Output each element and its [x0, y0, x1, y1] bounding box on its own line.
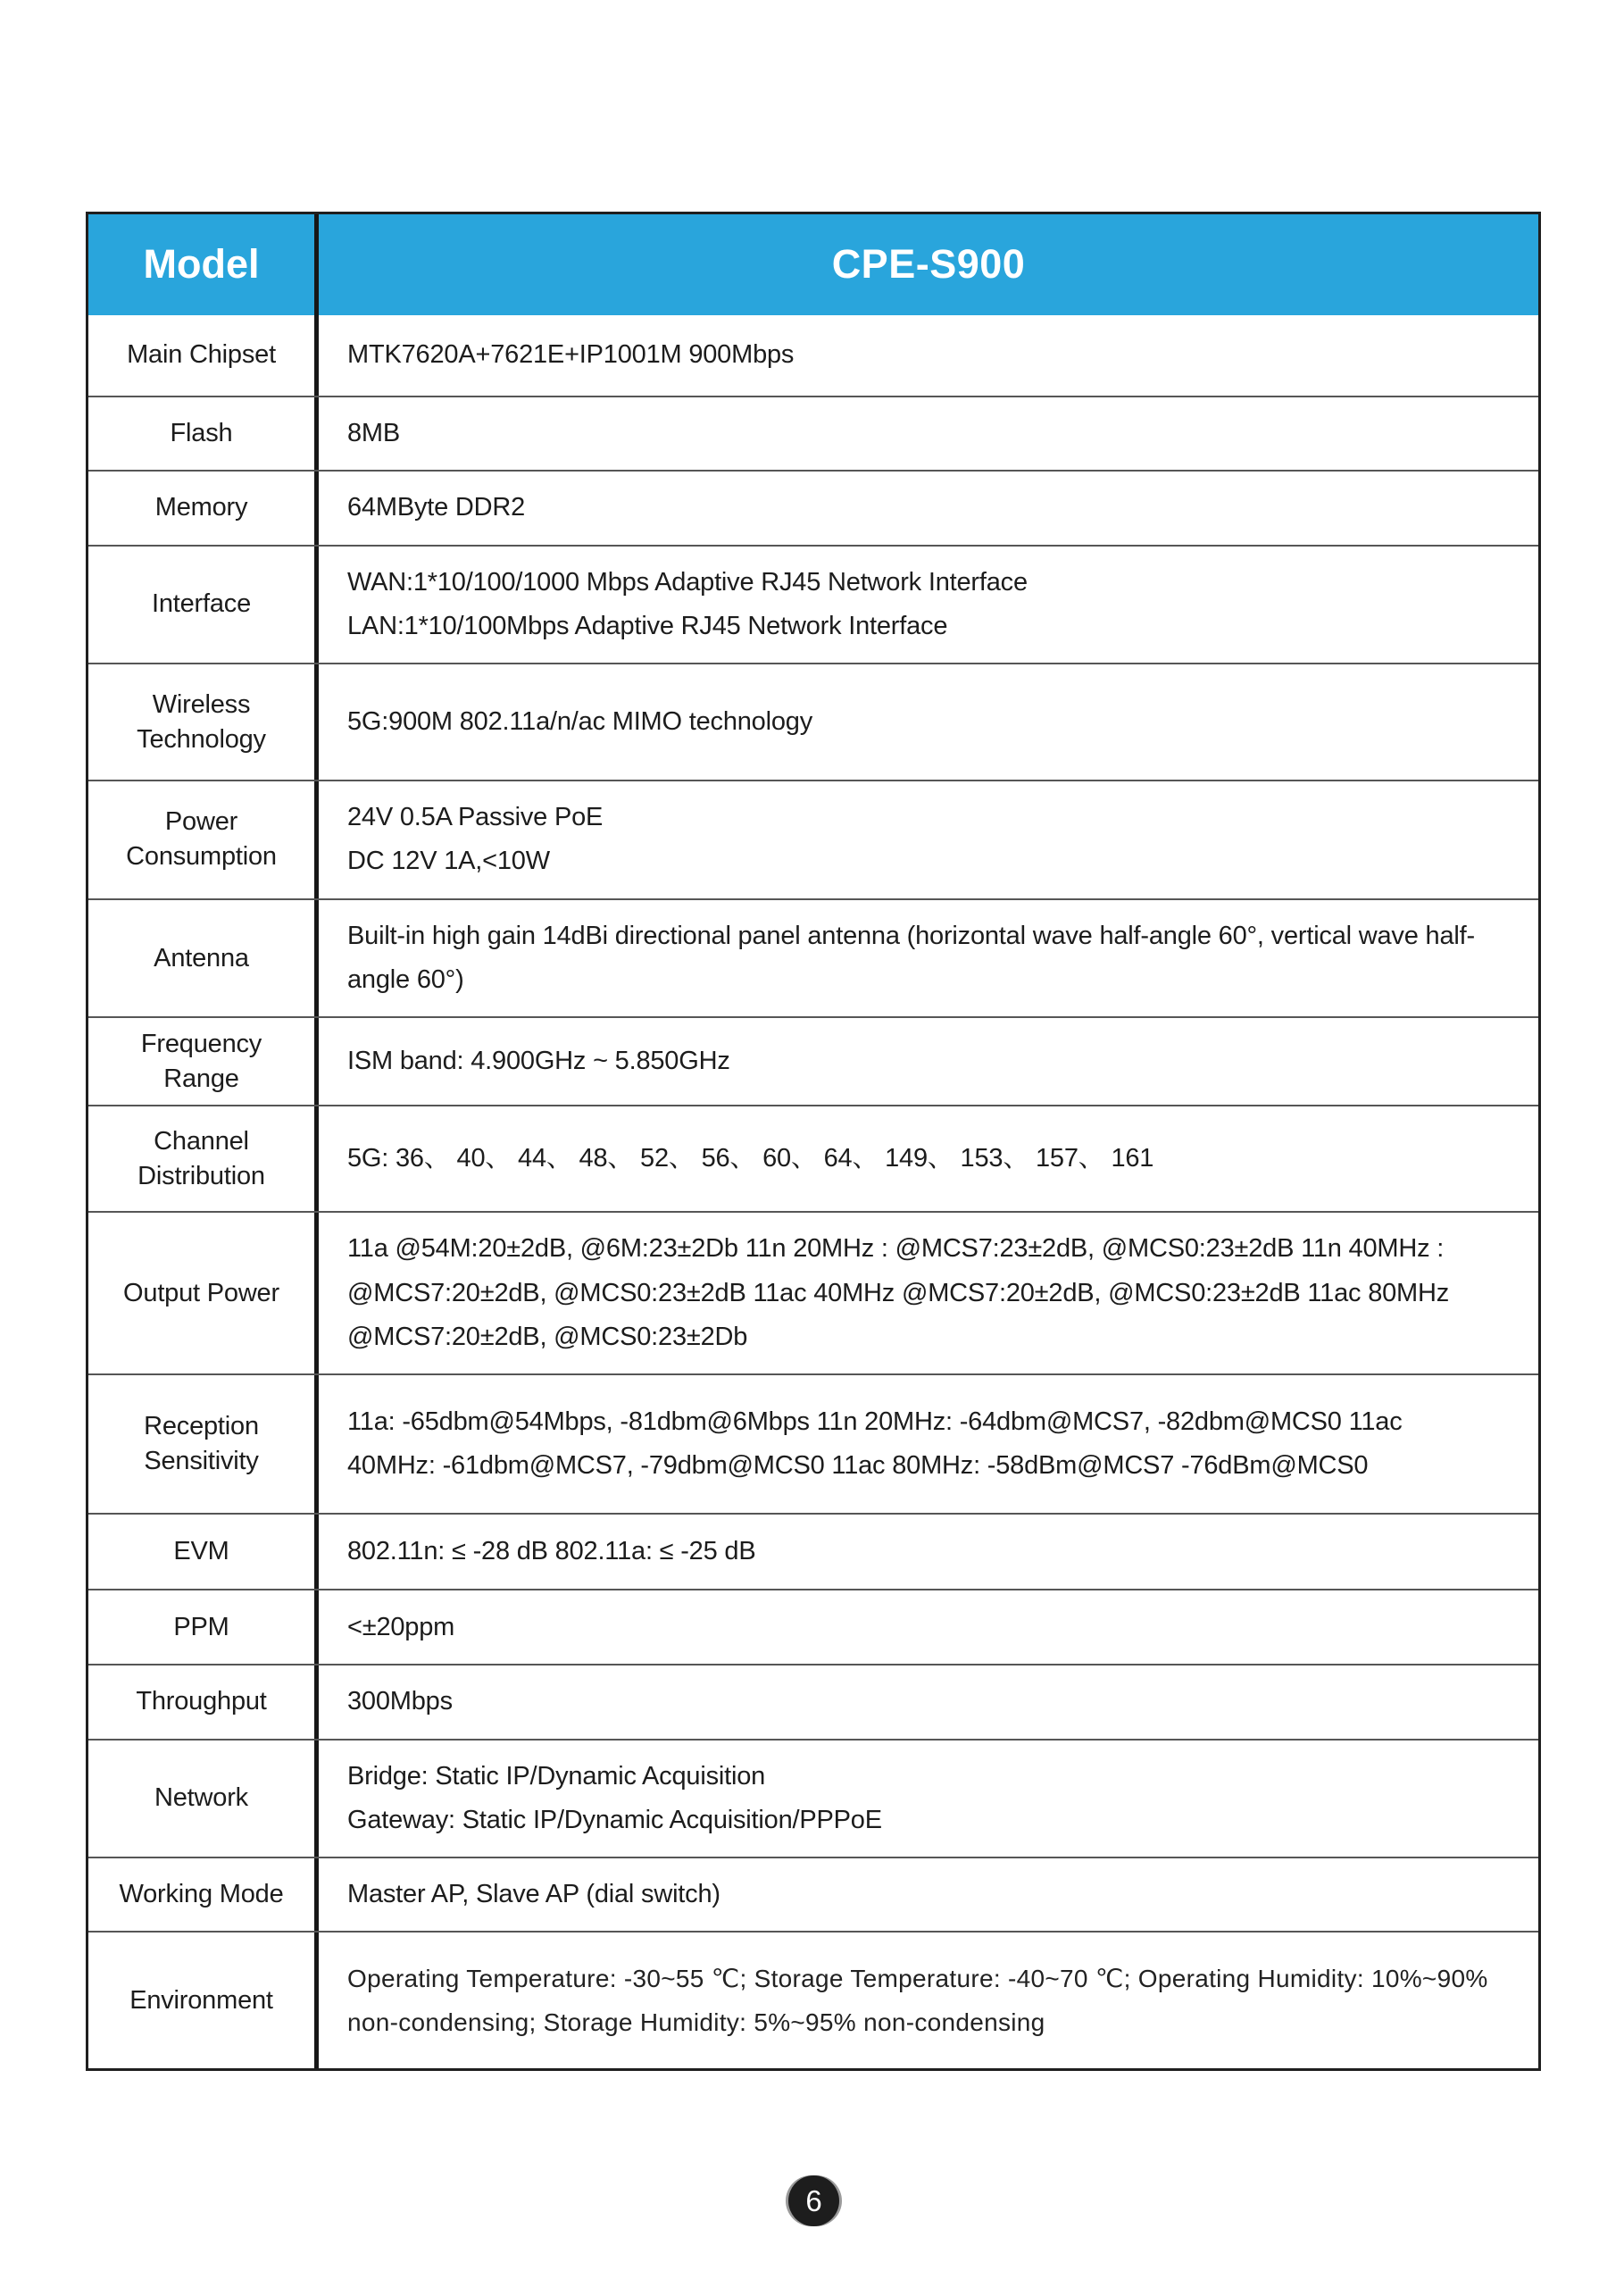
- row-label-line: Main Chipset: [127, 340, 276, 370]
- table-row-environment: [88, 1931, 1538, 2068]
- row-value-environment: [319, 1933, 1538, 2068]
- row-label-line: Network: [154, 1783, 248, 1813]
- row-value-network: [319, 1741, 1538, 1857]
- row-label-network: [88, 1741, 319, 1857]
- row-label-line: Channel: [154, 1126, 249, 1156]
- row-value-line: 5G: 36、 40、 44、 48、 52、 56、 60、 64、 149、 153、 157、 161: [347, 1144, 1154, 1173]
- row-value-line: 24V 0.5A Passive PoE: [347, 803, 604, 832]
- table-row-evm: [88, 1513, 1538, 1589]
- row-label-line: Interface: [151, 589, 252, 619]
- table-row-main-chipset: [88, 315, 1538, 396]
- row-value-line: Master AP, Slave AP (dial switch): [347, 1880, 720, 1909]
- row-value-line: Operating Temperature: -30~55 ℃; Storage Temperature: -40~70 ℃; Operating Humidity: 10%~90% non-condensing; Storage Humidity: 5%~95% non-condensing: [347, 1964, 1488, 2037]
- row-label-line: Frequency: [140, 1029, 262, 1058]
- row-label-line: Memory: [154, 493, 248, 522]
- table-row-frequency-range: [88, 1016, 1538, 1105]
- row-label-memory: [88, 472, 319, 544]
- row-label-line: Consumption: [126, 842, 277, 872]
- row-value-throughput: [319, 1665, 1538, 1738]
- row-label-line: Range: [163, 1064, 239, 1093]
- row-label-channel-distribution: [88, 1106, 319, 1211]
- row-label-reception-sensitivity: [88, 1375, 319, 1513]
- table-row-channel-distribution: [88, 1105, 1538, 1211]
- row-value-main-chipset: [319, 315, 1538, 396]
- row-value-line: 802.11n: ≤ -28 dB 802.11a: ≤ -25 dB: [347, 1537, 756, 1566]
- row-label-antenna: [88, 900, 319, 1017]
- row-value-line: Built-in high gain 14dBi directional panel antenna (horizontal wave half-angle 60°, vertical wave half-angle 60°): [347, 921, 1475, 995]
- table-row-output-power: [88, 1211, 1538, 1373]
- header-model-label: Model: [88, 214, 319, 315]
- row-value-channel-distribution: [319, 1106, 1538, 1211]
- row-value-line: Gateway: Static IP/Dynamic Acquisition/PPPoE: [347, 1805, 882, 1834]
- row-label-environment: [88, 1933, 319, 2068]
- row-value-line: 11a: -65dbm@54Mbps, -81dbm@6Mbps 11n 20MHz: -64dbm@MCS7, -82dbm@MCS0 11ac 40MHz: -61dbm@MCS7, -79dbm@MCS0 11ac 80MHz: -58dBm@MCS7 -76dBm@MCS0: [347, 1407, 1403, 1481]
- row-label-line: PPM: [173, 1612, 229, 1641]
- table-header-row: [88, 214, 1538, 315]
- row-label-interface: [88, 547, 319, 664]
- row-value-wireless-technology: [319, 664, 1538, 780]
- row-value-ppm: [319, 1590, 1538, 1664]
- row-label-line: Wireless: [152, 689, 251, 719]
- row-value-line: 64MByte DDR2: [347, 493, 526, 522]
- row-value-line: 300Mbps: [347, 1687, 453, 1716]
- table-row-antenna: [88, 898, 1538, 1017]
- row-label-power-consumption: [88, 781, 319, 898]
- row-value-line: 11a @54M:20±2dB, @6M:23±2Db 11n 20MHz : @MCS7:23±2dB, @MCS0:23±2dB 11n 40MHz : @MCS7:20±2dB, @MCS0:23±2dB 11ac 40MHz @MCS7:20±2dB, @MCS0:23±2dB 11ac 80MHz @MCS7:20±2dB, @MCS0:23±2Db: [347, 1234, 1450, 1351]
- table-row-reception-sensitivity: [88, 1373, 1538, 1513]
- row-label-wireless-technology: [88, 664, 319, 780]
- row-label-line: Throughput: [136, 1687, 267, 1716]
- row-value-reception-sensitivity: [319, 1375, 1538, 1513]
- table-row-throughput: [88, 1664, 1538, 1738]
- table-row-power-consumption: [88, 780, 1538, 898]
- row-value-line: MTK7620A+7621E+IP1001M 900Mbps: [347, 340, 795, 370]
- row-value-line: ISM band: 4.900GHz ~ 5.850GHz: [347, 1047, 730, 1076]
- row-label-line: Sensitivity: [144, 1447, 259, 1476]
- row-value-output-power: [319, 1213, 1538, 1373]
- row-value-working-mode: [319, 1858, 1538, 1931]
- row-label-line: Flash: [170, 419, 233, 448]
- table-row-ppm: [88, 1589, 1538, 1664]
- table-row-working-mode: [88, 1857, 1538, 1931]
- row-label-main-chipset: [88, 315, 319, 396]
- row-label-line: Distribution: [137, 1161, 265, 1190]
- row-value-power-consumption: [319, 781, 1538, 898]
- table-row-interface: [88, 545, 1538, 664]
- row-value-line: WAN:1*10/100/1000 Mbps Adaptive RJ45 Network Interface: [347, 567, 1028, 597]
- table-row-wireless-technology: [88, 663, 1538, 780]
- row-label-line: EVM: [173, 1537, 229, 1566]
- row-label-throughput: [88, 1665, 319, 1738]
- page-number-badge: 6: [788, 2175, 839, 2226]
- row-label-frequency-range: [88, 1018, 319, 1105]
- row-label-line: Reception: [144, 1412, 259, 1441]
- row-value-memory: [319, 472, 1538, 544]
- row-value-line: Bridge: Static IP/Dynamic Acquisition: [347, 1761, 766, 1791]
- row-value-line: DC 12V 1A,<10W: [347, 847, 550, 876]
- row-value-line: 8MB: [347, 419, 401, 447]
- row-label-working-mode: [88, 1858, 319, 1931]
- header-model-value: CPE-S900: [831, 241, 1026, 288]
- table-row-network: [88, 1739, 1538, 1857]
- row-value-evm: [319, 1515, 1538, 1589]
- row-label-flash: [88, 397, 319, 470]
- row-label-line: Antenna: [154, 943, 249, 973]
- row-label-line: Working Mode: [119, 1880, 284, 1909]
- table-row-memory: [88, 470, 1538, 544]
- row-value-line: 5G:900M 802.11a/n/ac MIMO technology: [347, 707, 813, 737]
- row-value-antenna: [319, 900, 1538, 1017]
- row-label-ppm: [88, 1590, 319, 1664]
- row-label-line: Output Power: [123, 1278, 279, 1307]
- row-label-evm: [88, 1515, 319, 1589]
- row-value-line: <±20ppm: [347, 1612, 455, 1641]
- row-value-frequency-range: [319, 1018, 1538, 1105]
- table-row-flash: [88, 396, 1538, 470]
- row-label-output-power: [88, 1213, 319, 1373]
- row-label-line: Environment: [129, 1985, 273, 2015]
- row-value-flash: [319, 397, 1538, 470]
- row-label-line: Technology: [137, 724, 266, 754]
- row-value-line: LAN:1*10/100Mbps Adaptive RJ45 Network Interface: [347, 611, 948, 640]
- spec-table: [86, 212, 1541, 2071]
- row-value-interface: [319, 547, 1538, 664]
- table-body: [88, 315, 1538, 2068]
- row-label-line: Power: [164, 807, 238, 837]
